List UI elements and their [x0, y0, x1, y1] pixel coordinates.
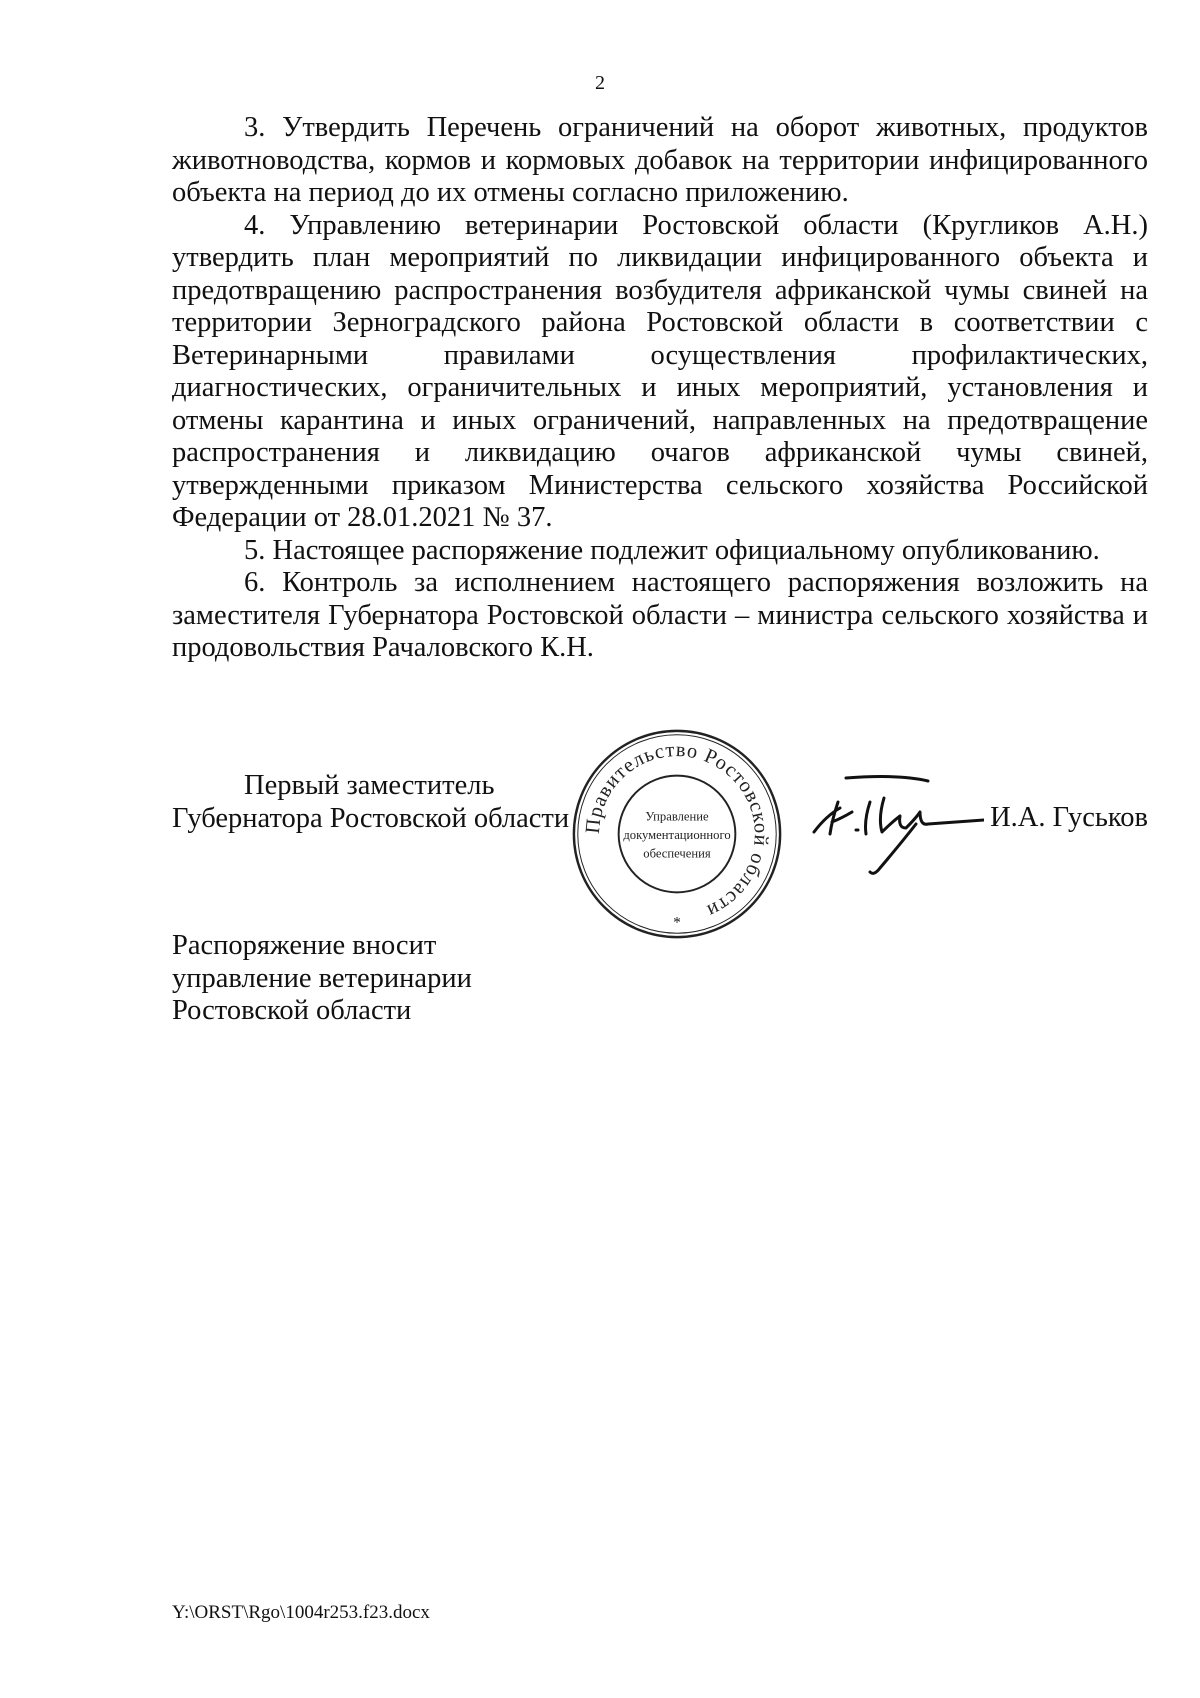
file-path-footer: Y:\ORST\Rgo\1004r253.f23.docx: [172, 1602, 430, 1623]
stamp-center-line3: обеспечения: [643, 846, 711, 861]
signatory-title-line2: Губернатора Ростовской области: [172, 802, 570, 834]
paragraph-3: 3. Утвердить Перечень ограничений на оборот животных, продуктов животноводства, кормов и кормовых добавок на территории инфицированного объекта на период до их отмены согласно приложению.: [172, 112, 1148, 208]
document-body: [172, 112, 1148, 665]
signatory-title: [172, 770, 569, 835]
stamp-center-line1: Управление: [645, 809, 709, 824]
stamp-center-line2: документационного: [623, 827, 731, 842]
paragraph-4: 4. Управлению ветеринарии Ростовской области (Кругликов А.Н.) утвердить план мероприятий по ликвидации инфицированного объекта и предотвращению распространения возбудителя африканской чумы свиней на территории Зерноградского района Ростовской области в соответствии с Ветеринарными правилами осуществления профилактических, диагностических, ограничительных и иных мероприятий, установления и отмены карантина и иных ограничений, направленных на предотвращение распространения и ликвидацию очагов африканской чумы свиней, утвержденными приказом Министерства сельского хозяйства Российской Федерации от 28.01.2021 № 37.: [172, 209, 1148, 533]
signatory-title-line1: Первый заместитель: [244, 770, 495, 801]
author-line3: Ростовской области: [172, 995, 412, 1026]
page-number: 2: [595, 72, 605, 94]
paragraph-5: 5. Настоящее распоряжение подлежит официальному опубликованию.: [244, 534, 1100, 566]
author-line2: управление ветеринарии: [172, 962, 472, 994]
author-line1: Распоряжение вносит: [172, 930, 437, 961]
paragraph-6: 6. Контроль за исполнением настоящего распоряжения возложить на заместителя Губернатора Ростовской области – министра сельского хозяйства и продовольствия Рачаловского К.Н.: [172, 567, 1148, 663]
stamp-star: *: [673, 914, 681, 932]
stamp-ring-text: Правительство Ростовской области: [581, 739, 772, 923]
handwritten-signature: [808, 772, 984, 880]
signatory-name: И.А. Гуськов: [990, 802, 1148, 833]
document-author: [172, 930, 472, 1028]
official-stamp: [570, 727, 784, 941]
